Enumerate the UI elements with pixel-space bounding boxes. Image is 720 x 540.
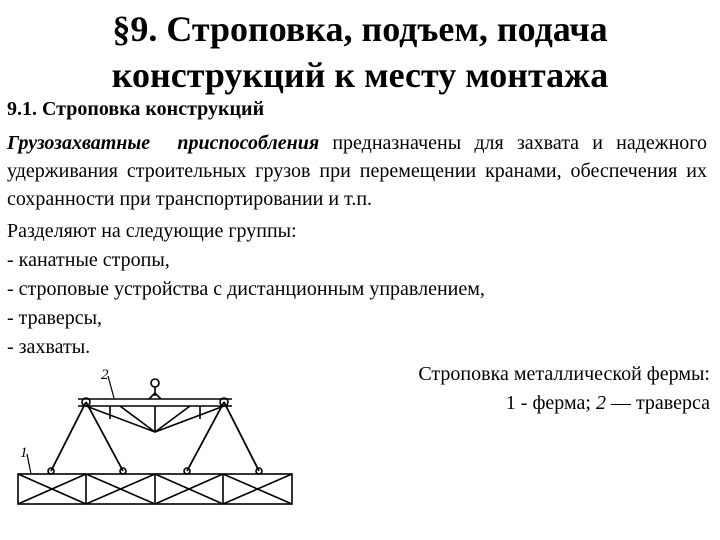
sling-attachment-points xyxy=(48,468,262,474)
figure-caption xyxy=(418,360,710,418)
definition-paragraph xyxy=(7,129,707,213)
title-line-1: §9. Строповка, подъем, подача xyxy=(112,9,608,49)
leader-line-2 xyxy=(108,376,114,398)
list-item: - канатные стропы, xyxy=(7,249,170,271)
label-2: 2 xyxy=(101,367,109,383)
page-title xyxy=(0,6,720,98)
title-line-2: конструкций к месту монтажа xyxy=(111,55,609,95)
list-item: - строповые устройства с дистанционным управлением, xyxy=(7,278,485,300)
truss xyxy=(18,474,292,504)
leader-line-1 xyxy=(27,454,31,474)
definition-text: предназначены для захвата и надежного удерживания строительных грузов при перемещении кранами, обеспечения их сохранности при транспортировании и т.п. xyxy=(7,132,707,210)
groups-list xyxy=(7,217,485,362)
section-subtitle: 9.1. Строповка конструкций xyxy=(7,98,265,120)
list-item: - захваты. xyxy=(7,336,91,358)
caption-line-2: 1 - ферма; 2 — траверса xyxy=(505,392,710,414)
list-item: - траверсы, xyxy=(7,307,103,329)
caption-line-1: Строповка металлической фермы: xyxy=(418,363,710,385)
traverse-beam xyxy=(78,399,232,432)
term-highlight: Грузозахватные приспособления xyxy=(7,132,320,154)
truss-slinging-diagram xyxy=(10,362,300,537)
groups-intro: Разделяют на следующие группы: xyxy=(7,220,297,242)
crane-hook-icon xyxy=(149,379,161,399)
label-1: 1 xyxy=(20,445,28,461)
